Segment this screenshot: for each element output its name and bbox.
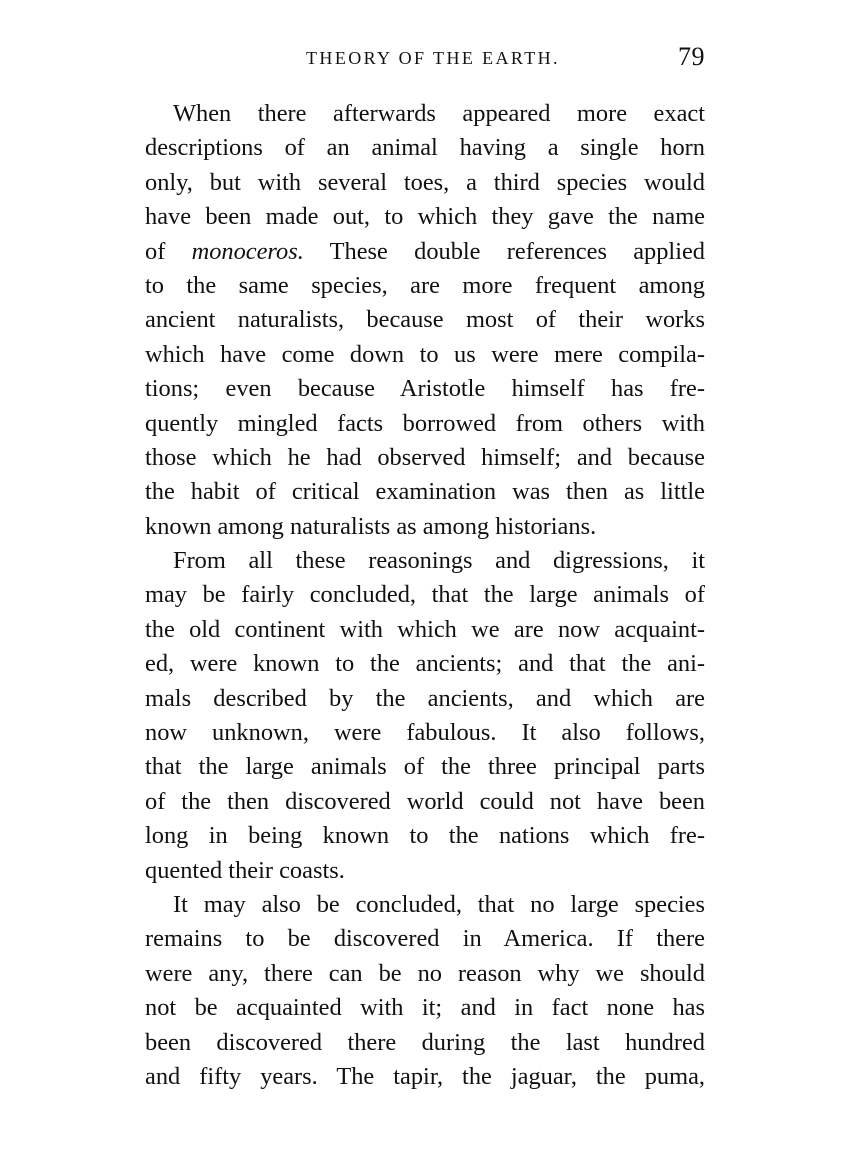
text-line: mals described by the ancients, and which are [145, 684, 705, 712]
text-line: When there afterwards appeared more exact [173, 100, 705, 127]
text-line: remains to be discovered in America. If there [145, 925, 705, 953]
text-line: quently mingled facts borrowed from others with [145, 409, 705, 437]
text-line: the habit of critical examination was then as little [145, 478, 705, 506]
text-line: It may also be concluded, that no large species [173, 890, 705, 918]
text-run: of [145, 237, 192, 265]
text-run: These double references applied [303, 237, 705, 265]
text-line: ed, were known to the ancients; and that the ani- [145, 650, 705, 678]
text-line: to the same species, are more frequent among [145, 271, 705, 299]
text-line: have been made out, to which they gave the name [145, 203, 705, 231]
text-line [145, 235, 705, 269]
running-head [145, 42, 705, 82]
running-title: THEORY OF THE EARTH. [306, 48, 560, 68]
text-line: long in being known to the nations which fre- [145, 822, 705, 850]
text-line: only, but with several toes, a third species would [145, 168, 705, 196]
text-line: descriptions of an animal having a single horn [145, 134, 705, 162]
text-line: tions; even because Aristotle himself has fre- [145, 375, 705, 403]
text-line: which have come down to us were mere compila- [145, 340, 705, 368]
text-line: known among naturalists as among historians. [145, 512, 597, 540]
text-line: ancient naturalists, because most of their works [145, 306, 705, 334]
text-line: those which he had observed himself; and because [145, 443, 705, 471]
text-line: From all these reasonings and digressions, it [173, 547, 705, 575]
italic-term: monoceros. [191, 237, 304, 265]
text-line: not be acquainted with it; and in fact none has [145, 994, 705, 1022]
text-line: been discovered there during the last hundred [145, 1028, 705, 1056]
text-line: were any, there can be no reason why we should [145, 959, 705, 987]
page-number: 79 [678, 42, 705, 71]
body-text [145, 97, 705, 1094]
text-line: that the large animals of the three principal parts [145, 753, 705, 781]
text-line: quented their coasts. [145, 856, 345, 884]
text-line: the old continent with which we are now acquaint- [145, 615, 705, 643]
text-line: may be fairly concluded, that the large animals of [145, 581, 705, 609]
text-line: and fifty years. The tapir, the jaguar, the puma, [145, 1062, 705, 1090]
text-line: of the then discovered world could not have been [145, 787, 705, 815]
text-line: now unknown, were fabulous. It also follows, [145, 719, 705, 747]
